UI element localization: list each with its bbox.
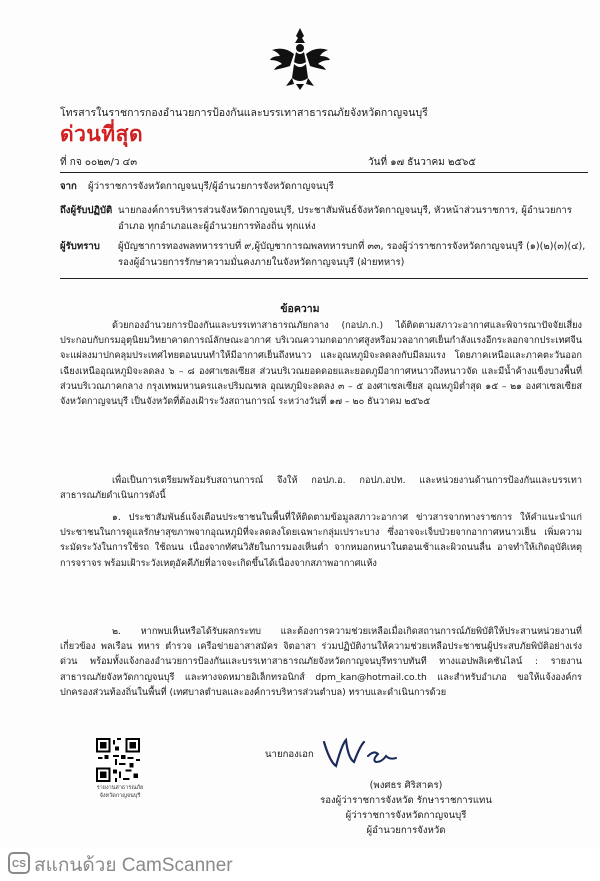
- message-title: ข้อความ: [280, 303, 320, 315]
- message-paragraph-1: ด้วยกองอำนวยการป้องกันและบรรเทาสาธารณภัยกลาง (กอปภ.ก.) ได้ติดตามสภาวะอากาศและพิจารณาปัจจัยเสี่ยง ประกอบกับกรมอุตุนิยมวิทยาคาดการณ์ลักษณะอากาศ บริเวณความกดอากาศสูงหรือมวลอากาศเย็นกำลังแรงอีกระลอกจากประเทศจีนจะแผ่ลงมาปกคลุมประเทศไทยตอนบนทำให้มีอากาศเย็นถึงหนาว และอุณหภูมิจะลดลงกับมีลมแรง โดยภาคเหนือและภาคตะวันออกเฉียงเหนืออุณหภูมิจะลดลง ๖ – ๘ องศาเซลเซียส ส่วนบริเวณยอดดอยและยอดภูมีอากาศหนาวถึงหนาวจัด และมีน้ำค้างแข็งบางพื้นที่ ส่วนบริเวณภาคกลาง กรุงเทพมหานครและปริมณฑล อุณหภูมิจะลดลง ๓ – ๕ องศาเซลเซียส อุณหภูมิต่ำสุด ๑๕ – ๒๑ องศาเซลเซียส จังหวัดกาญจนบุรี เป็นจังหวัดที่ต้องเฝ้าระวังสถานการณ์ ระหว่างวันที่ ๑๗ – ๒๐ ธันวาคม ๒๕๖๕: [60, 320, 582, 408]
- signer-rank: นายกองเอก: [265, 749, 314, 760]
- qr-caption: [88, 784, 152, 800]
- message-item-2: ๒. หากพบเห็นหรือได้รับผลกระทบ และต้องการความช่วยเหลือเมื่อเกิดสถานการณ์ภัยพิบัติให้ประสานหน่วยงานที่เกี่ยวข้อง พลเรือน ทหาร ตำรวจ เครือข่ายอาสาสมัคร จิตอาสา ร่วมปฏิบัติงานให้ความช่วยเหลือประชาชนผู้ประสบภัยพิบัติอย่างเร่งด่วน พร้อมทั้งแจ้งกองอำนวยการป้องกันและบรรเทาสาธารณภัยจังหวัดกาญจนบุรีทราบทันที ทางแอปพลิเคชันไลน์ : รายงานสาธารณภัยจังหวัดกาญจนบุรี และทางจดหมายอิเล็กทรอนิกส์ dpm_kan@hotmail.co.th และสำหรับอำเภอ ขอให้แจ้งองค์กรปกครองส่วนท้องถิ่นในพื้นที่ (เทศบาลตำบลและองค์การบริหารส่วนตำบล) ทราบและดำเนินการด้วย: [60, 626, 582, 698]
- signer-title-3: ผู้อำนวยการจังหวัด: [366, 825, 446, 836]
- qr-code-icon[interactable]: [96, 738, 140, 782]
- qr-caption-line-2: จังหวัดกาญจนบุรี: [99, 793, 141, 799]
- to-value: นายกองค์การบริหารส่วนจังหวัดกาญจนบุรี, ประชาสัมพันธ์จังหวัดกาญจนบุรี, หัวหน้าส่วนราชการ, ผู้อำนวยการอำเภอ ทุกอำเภอและผู้อำนวยการท้องถิ่น ทุกแห่ง: [118, 205, 572, 232]
- header-divider: [60, 172, 588, 173]
- signer-title-1: รองผู้ว่าราชการจังหวัด รักษาราชการแทน: [320, 795, 492, 806]
- urgency-stamp: ด่วนที่สุด: [60, 122, 144, 146]
- camscanner-logo-icon: [8, 852, 30, 874]
- camscanner-watermark: สแกนด้วย CamScanner: [34, 855, 233, 876]
- cc-label: ผู้รับทราบ: [60, 241, 100, 252]
- document-number: ที่ กจ ๐๐๒๓/ว ๔๓: [60, 157, 138, 168]
- routing-divider: [60, 278, 588, 279]
- message-item-1: ๑. ประชาสัมพันธ์แจ้งเตือนประชาชนในพื้นที่ให้ติดตามข้อมูลสภาวะอากาศ ข่าวสารจากทางราชการ ให้คำแนะนำแก่ประชาชนในการดูแลรักษาสุขภาพจากอุณหภูมิที่จะลดลงโดยเฉพาะกลุ่มเปราะบาง ซึ่งอาจจะเจ็บป่วยจากอากาศหนาวเย็น เพิ่มความระมัดระวังในการใช้รถ ใช้ถนน เนื่องจากทัศนวิสัยในการมองเห็นต่ำ จากหมอกหนาในตอนเช้าและผิวถนนลื่น อาจทำให้เกิดอุบัติเหตุการจราจร พร้อมเฝ้าระวังเหตุอัคคีภัยที่อาจจะเกิดขึ้นได้เนื่องจากสภาพอากาศแห้ง: [60, 512, 582, 569]
- message-paragraph-2: เพื่อเป็นการเตรียมพร้อมรับสถานการณ์ จึงให้ กอปภ.อ. กอปภ.อปท. และหน่วยงานด้านการป้องกันและบรรเทาสาธารณภัยดำเนินการดังนี้: [60, 475, 582, 502]
- document-date: วันที่ ๑๗ ธันวาคม ๒๕๖๕: [368, 157, 476, 168]
- signer-name: (พงศธร ศิริสาคร): [369, 780, 443, 791]
- from-value: ผู้ว่าราชการจังหวัดกาญจนบุรี/ผู้อำนวยการจังหวัดกาญจนบุรี: [88, 181, 334, 192]
- to-label: ถึงผู้รับปฏิบัติ: [60, 205, 113, 216]
- handwritten-signature: [318, 732, 414, 772]
- signer-title-2: ผู้ว่าราชการจังหวัดกาญจนบุรี: [345, 810, 467, 821]
- svg-text:CS: CS: [12, 859, 26, 870]
- from-label: จาก: [60, 181, 77, 192]
- qr-caption-line-1: รายงานสาธารณภัย: [96, 785, 144, 791]
- radio-heading: โทรสารในราชการกองอำนวยการป้องกันและบรรเทาสาธารณภัยจังหวัดกาญจนบุรี: [60, 107, 428, 119]
- cc-value: ผู้บัญชาการทองพลทหารราบที่ ๙,ผู้บัญชาการฌพลทหารบกที่ ๓๓, รองผู้ว่าราชการจังหวัดกาญจนบุรี (๑)(๒)(๓)(๔), รองผู้อำนวยการรักษาความมั่นคงภายในจังหวัดกาญจนบุรี (ฝ่ายทหาร): [118, 241, 586, 268]
- garuda-emblem-icon: [268, 26, 332, 92]
